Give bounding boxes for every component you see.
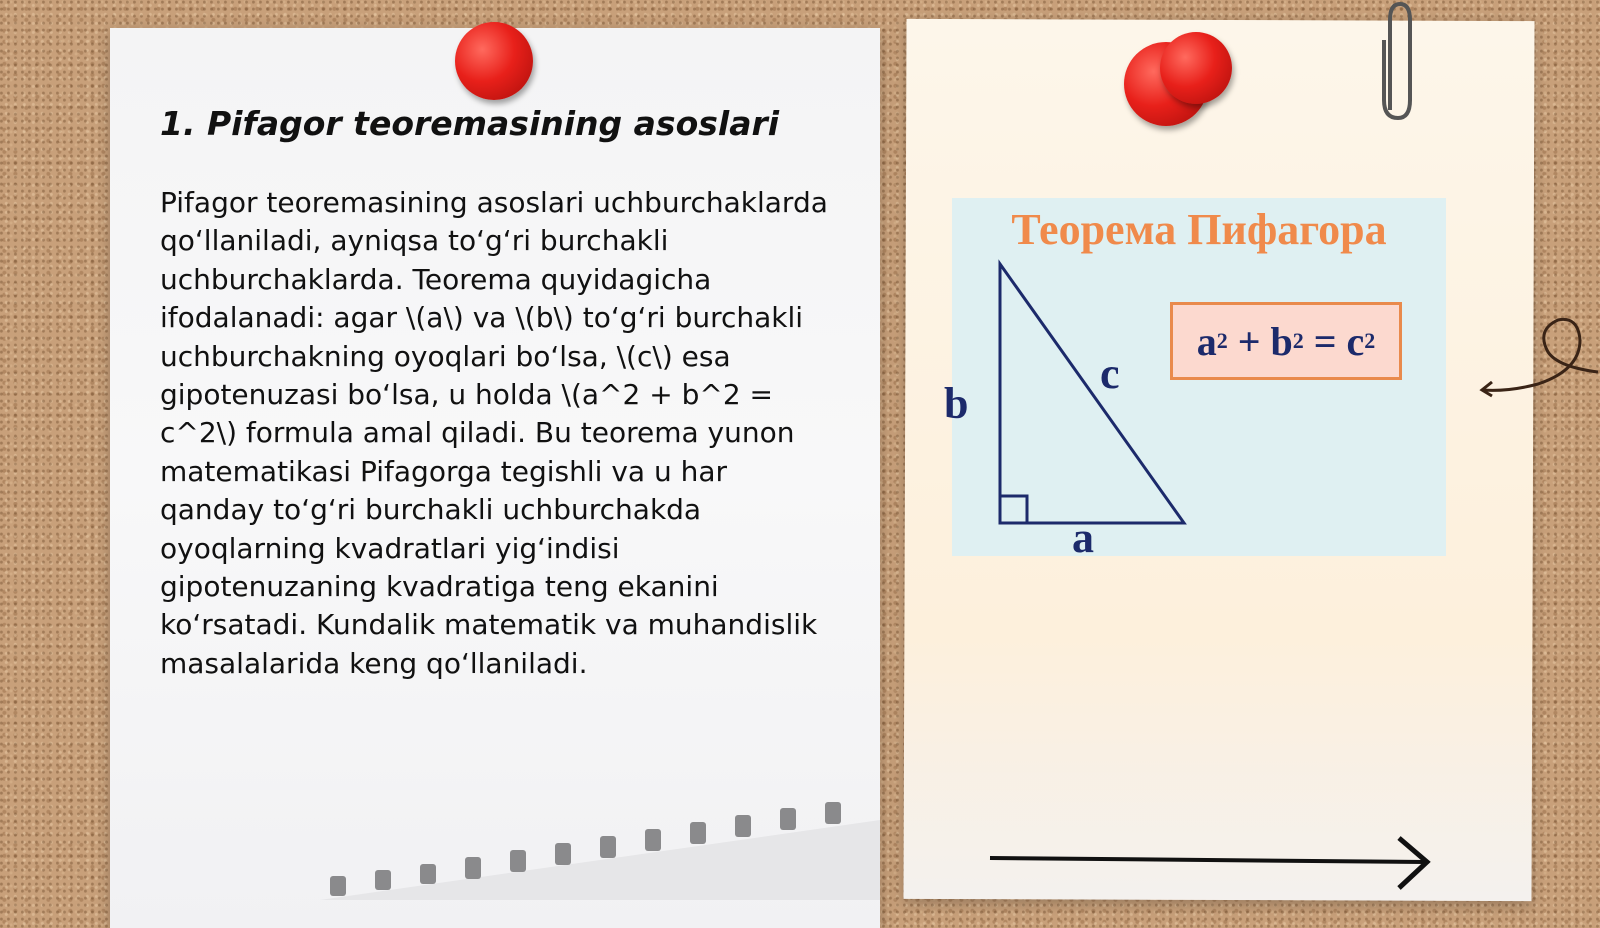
push-pin-icon [1160, 32, 1232, 104]
swirl-arrow-icon [1478, 312, 1600, 402]
exponent: 2 [1364, 328, 1376, 353]
exponent: 2 [1216, 328, 1228, 353]
push-pin-icon [455, 22, 533, 100]
page-title: 1. Pifagor teoremasining asoslari [160, 104, 780, 143]
side-label-b: b [944, 379, 969, 428]
torn-spiral-edge [320, 800, 880, 900]
paper-clip-icon [1378, 0, 1418, 125]
figure-title: Теорема Пифагора [1011, 205, 1387, 254]
formula-b: b [1270, 318, 1293, 364]
arrow-right-icon [985, 832, 1445, 892]
body-paragraph: Pifagor teoremasining asoslari uchburchaklarda qo‘llaniladi, ayniqsa to‘g‘ri burchakli uchburchaklarda. Teorema quyidagicha ifodalanadi: agar \(a\) va \(b\) to‘g‘ri burchakli uchburchakning oyoqlari bo‘lsa, \(c\) esa gipotenuzasi bo‘lsa, u holda \(a^2 + b^2 = c^2\) formula amal qiladi. Bu teorema yunon matematikasi Pifagorga tegishli va u har qanday to‘g‘ri burchakli uchburchakda oyoqlarning kvadratlari yig‘indisi gipotenuzaning kvadratiga teng ekanini ko‘rsatadi. Kundalik matematik va muhandislik masalalarida keng qo‘llaniladi. [160, 186, 828, 680]
formula-box [1170, 302, 1402, 380]
exponent: 2 [1292, 328, 1304, 353]
formula-c: c [1346, 318, 1365, 364]
pythagoras-figure [944, 198, 1446, 562]
side-label-a: a [1072, 513, 1094, 562]
formula-eq: = [1303, 318, 1347, 364]
formula-plus: + [1227, 318, 1271, 364]
side-label-c: c [1100, 349, 1120, 398]
formula-a: a [1196, 318, 1217, 364]
